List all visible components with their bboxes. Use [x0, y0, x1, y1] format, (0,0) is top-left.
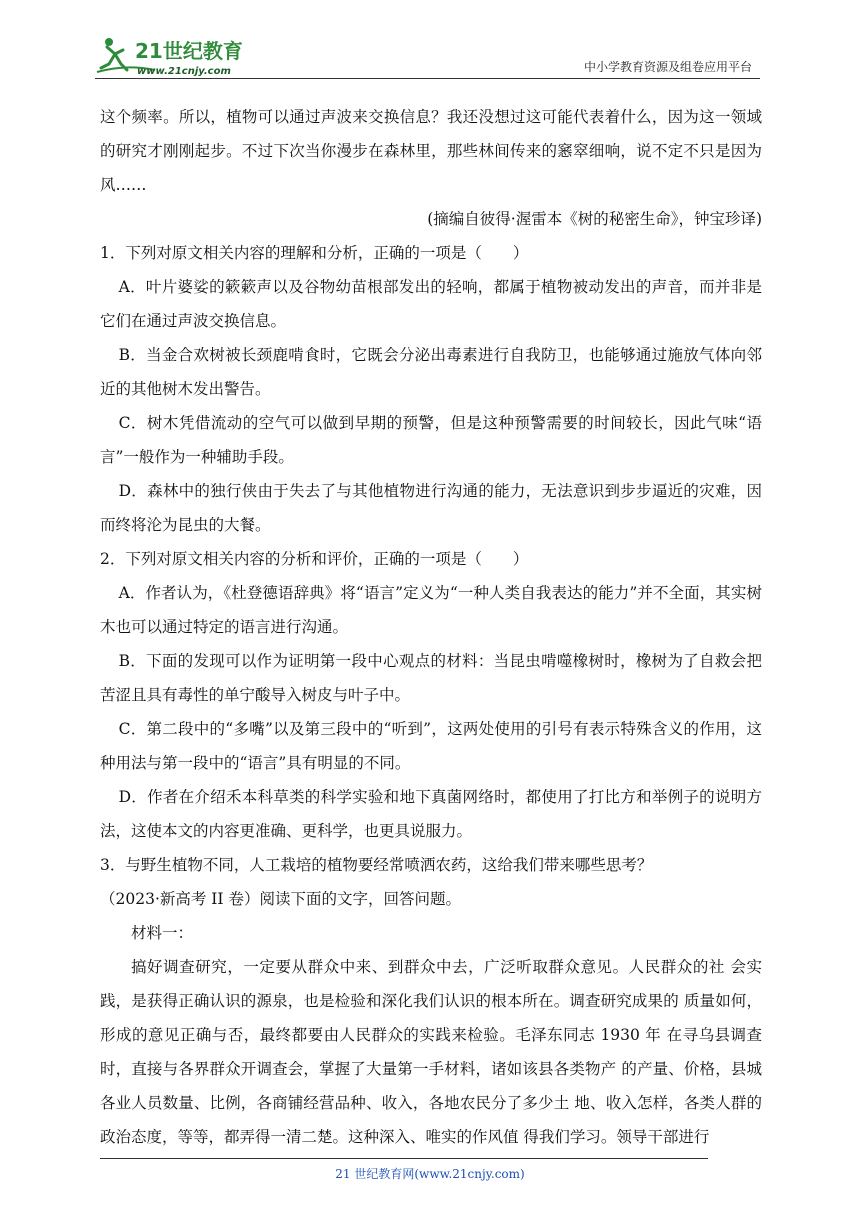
material-heading: 材料一： — [131, 924, 194, 942]
page-header — [95, 30, 760, 82]
q2-option-d: D．作者在介绍禾本科草类的科学实验和地下真菌网络时，都使用了打比方和举例子的说明方法，这使本文的内容更准确、更科学，也更具说服力。 — [100, 788, 762, 840]
footer-divider — [100, 1158, 708, 1159]
q2-option-b: B．下面的发现可以作为证明第一段中心观点的材料：当昆虫啃噬橡树时，橡树为了自救会把苦涩且具有毒性的单宁酸导入树皮与叶子中。 — [100, 652, 762, 704]
material-one-text: 搞好调查研究，一定要从群众中来、到群众中去，广泛听取群众意见。人民群众的社 会实践，是获得正确认识的源泉，也是检验和深化我们认识的根本所在。调查研究成果的 质量如何，形成的意见正确与否，最终都要由人民群众的实践来检验。毛泽东同志 1930 年 在寻乌县调查时，直接与各界群众开调查会，掌握了大量第一手材料，诸如该县各类物产 的产量、价格，县城各业人员数量、比例，各商铺经营品种、收入，各地农民分了多少土 地、收入怎样，各类人群的政治态度，等等，都弄得一清二楚。这种深入、唯实的作风值 得我们学习。领导干部进行 — [100, 958, 762, 1146]
source-citation: (摘编自彼得·渥雷本《树的秘密生命》，钟宝珍译) — [427, 210, 762, 228]
passage-ending: 这个频率。所以，植物可以通过声波来交换信息？我还没想过这可能代表着什么，因为这一领域的研究才刚刚起步。不过下次当你漫步在森林里，那些林间传来的窸窣细响，说不定不只是因为风…… — [100, 108, 762, 194]
q1-option-d: D．森林中的独行侠由于失去了与其他植物进行沟通的能力，无法意识到步步逼近的灾难，因而终将沦为昆虫的大餐。 — [100, 482, 762, 534]
footer-link[interactable]: 21 世纪教育网(www.21cnjy.com) — [335, 1167, 525, 1181]
q1-option-a: A．叶片婆娑的簌簌声以及谷物幼苗根部发出的轻响，都属于植物被动发出的声音，而并非是它们在通过声波交换信息。 — [100, 278, 762, 330]
platform-name: 中小学教育资源及组卷应用平台 — [583, 60, 752, 74]
question-2: 2．下列对原文相关内容的分析和评价，正确的一项是（ ） — [100, 550, 529, 568]
q1-option-b: B．当金合欢树被长颈鹿啃食时，它既会分泌出毒素进行自我防卫，也能够通过施放气体向邻近的其他树木发出警告。 — [100, 346, 762, 398]
site-logo[interactable] — [95, 34, 265, 78]
question-3: 3．与野生植物不同，人工栽培的植物要经常喷洒农药，这给我们带来哪些思考？ — [100, 856, 653, 874]
q1-option-c: C．树木凭借流动的空气可以做到早期的预警，但是这种预警需要的时间较长，因此气味“语言”一般作为一种辅助手段。 — [100, 414, 762, 466]
svg-text:21世纪教育: 21世纪教育 — [135, 39, 243, 63]
svg-text:www.21cnjy.com: www.21cnjy.com — [137, 66, 231, 77]
header-divider — [95, 78, 760, 79]
q2-option-c: C．第二段中的“多嘴”以及第三段中的“听到”，这两处使用的引号有表示特殊含义的作用，这种用法与第一段中的“语言”具有明显的不同。 — [100, 720, 762, 772]
question-1: 1．下列对原文相关内容的理解和分析，正确的一项是（ ） — [100, 244, 529, 262]
q2-option-a: A．作者认为，《杜登德语辞典》将“语言”定义为“一种人类自我表达的能力”并不全面，其实树木也可以通过特定的语言进行沟通。 — [100, 584, 762, 636]
document-body — [100, 100, 762, 1154]
new-section-instruction: （2023·新高考 II 卷）阅读下面的文字，回答问题。 — [100, 890, 461, 908]
